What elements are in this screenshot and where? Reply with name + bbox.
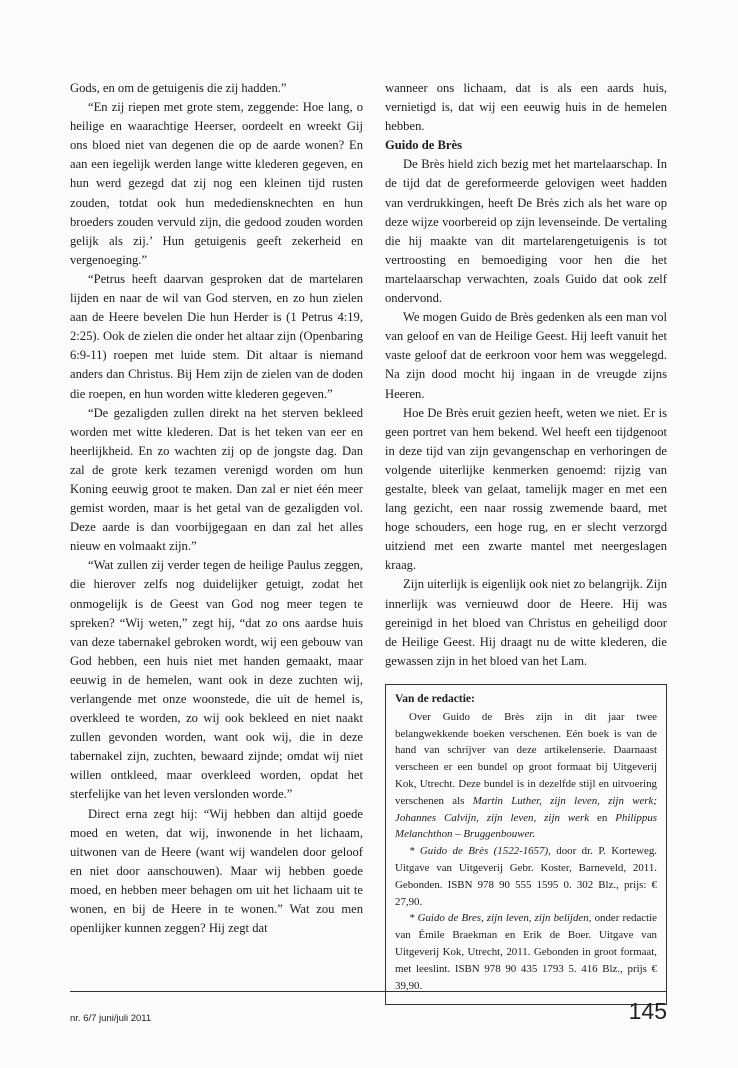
paragraph: wanneer ons lichaam, dat is als een aards huis, vernietigd is, dat wij een eeuwig huis in de hemelen hebben. (385, 81, 667, 134)
paragraph: “En zij riepen met grote stem, zeggende: Hoe lang, o heilige en waarachtige Heerser, oordeelt en wreekt Gij ons bloed niet van degenen die op de aarde wonen? En aan een iegelijk werden lange witte klederen gegeven, en hun werd gezegd dat zij nog een kleinen tijd rusten zouden, totdat ook hun medediensknechten en hun broeders zouden vervuld zijn, die gedood zouden worden gelijk als zij.’ Hun getuigenis geeft zekerheid en vergenoeging.” (70, 100, 363, 267)
paragraph: Zijn uiterlijk is eigenlijk ook niet zo belangrijk. Zijn innerlijk was vernieuwd door de Heere. Hij was gereinigd in het bloed van Christus en geheiligd door de Heilige Geest. Hij draagt nu de witte klederen, die gewassen zijn in het bloed van het Lam. (385, 577, 667, 668)
book-titles: Martin Luther, zijn leven, zijn werk; Johannes Calvijn, zijn leven, zijn werk (395, 794, 658, 824)
footer-divider (70, 991, 667, 992)
book-title: * Guido de Bres, zijn leven, zijn belijden, (409, 912, 592, 925)
paragraph: “Petrus heeft daarvan gesproken dat de martelaren lijden en naar de wil van God sterven, en zo hun zielen aan de Heere bevelen Die hun Herder is (1 Petrus 4:19, 2:25). Ook de zielen die onder het altaar zijn (Openbaring 6:9-11) roepen met luide stem. Dit altaar is niemand anders dan Christus. Bij Hem zijn de zielen van de doden die roepen, en hun worden witte klederen gegeven.” (70, 271, 363, 401)
editorial-text: door dr. P. Korteweg. Uitgave van Uitgeverij Gebr. Koster, Barneveld, 2011. Gebonden. ISBN 978 90 555 1595 0. 302 Blz., prijs: € 27,90. (395, 845, 657, 908)
page-number: 145 (628, 998, 667, 1024)
paragraph: We mogen Guido de Brès gedenken als een man vol van geloof en van de Heilige Geest. Hij leeft vanuit het vaste geloof dat de eerkroon voor hem was weggelegd. Na zijn dood mocht hij ingaan in de vreugde zijns Heeren. (385, 310, 667, 401)
book-title: Philippus Melanchthon – Bruggenbouwer. (395, 811, 657, 841)
editorial-text: Over Guido de Brès zijn in dit jaar twee belangwekkende boeken verschenen. Eén boek is van de hand van schrijver van deze artikelenserie. Daarnaast verscheen er een bundel op groot formaat bij Uitgeverij Kok, Utrecht. Deze bundel is in dezelfde stijl en uitvoering verschenen als (395, 710, 657, 807)
paragraph: Direct erna zegt hij: “Wij hebben dan altijd goede moed en weten, dat wij, inwonende in het lichaam, uitwonen van de Heere (want wij wandelen door geloof en niet door aanschouwen). Maar wij hebben goede moed, en hebben meer behagen om uit het lichaam uit te wonen, en bij de Heere in te wonen.” Wat zou men openlijker kunnen zeggen? Hij zegt dat (70, 806, 363, 936)
editorial-box-title: Van de redactie: (395, 693, 475, 705)
editorial-text: onder redactie van Émile Braekman en Erik de Boer. Uitgave van Uitgeverij Kok, Utrecht, 2011. Gebonden in groot formaat, met leeslint. ISBN 978 90 435 1793 5. 416 Blz., prijs € 39,90. (395, 912, 658, 992)
editorial-paragraph (395, 910, 657, 994)
editorial-text: en (589, 811, 616, 824)
right-column (385, 79, 667, 671)
editorial-box (385, 684, 667, 1005)
editorial-paragraph (395, 709, 657, 843)
book-title: * Guido de Brès (1522-1657), (409, 845, 551, 858)
editorial-paragraph (395, 843, 657, 910)
paragraph: “Wat zullen zij verder tegen de heilige Paulus zeggen, die hierover zelfs nog duidelijker getuigt, zodat het onmogelijk is de Geest van God nog meer tegen te spreken? “Wij weten,” zegt hij, “dat zo ons aardse huis van deze tabernakel gebroken wordt, wij een gebouw van God hebben, een huis niet met handen gemaakt, maar eeuwig in de hemelen, want ook in deze zuchten wij, verlangende met onze woonstede, die uit de hemel is, overkleed te worden, zo wij ook bekleed en niet naakt zullen gevonden worden, want ook wij, die in deze tabernakel zijn, zuchten, bewaard zijnde; omdat wij niet willen ontkleed, maar overkleed worden, opdat het sterfelijke van het leven verslonden worde.” (70, 558, 363, 802)
issue-label: nr. 6/7 juni/juli 2011 (70, 1013, 152, 1024)
paragraph: “De gezaligden zullen direkt na het sterven bekleed worden met witte klederen. Dat is het teken van eer en heerlijkheid. En zo wachten zij op de jongste dag. Dan zal de grote kerk tezamen verenigd worden om hun Koning eeuwig groot te maken. Dan zal er niet één meer gemist worden, maar is het getal van de gezaligden vol. Deze aarde is dan voorbijgegaan en dan zal het alles nieuw en volmaakt zijn.” (70, 405, 363, 554)
left-column (70, 79, 363, 938)
section-heading: Guido de Brès (385, 138, 462, 153)
paragraph: Hoe De Brès eruit gezien heeft, weten we niet. Er is geen portret van hem bekend. Wel heeft een tijdgenoot in deze tijd van zijn gevangenschap en verhoringen de volgende uiterlijke kenmerken genoemd: rijzig van gestalte, bleek van gelaat, tamelijk mager en met een lang gezicht, een naar rossig zwemende baard, met hoge schouders, een hoge rug, en er slecht verzorgd uitziend met een zwarte mantel met neergeslagen kraag. (385, 405, 667, 573)
paragraph: De Brès hield zich bezig met het martelaarschap. In de tijd dat de gereformeerde gelovigen weet hadden van verdrukkingen, heeft De Brès zich als het ware op deze wijze voorbereid op zijn levenseinde. De vertaling die hij maakte van dit martelarengetuigenis is tot vertroosting en bemoediging voor hen die het martelaarschap verwachten, zoals Guido dat ook zelf ondervond. (385, 157, 667, 306)
paragraph: Gods, en om de getuigenis die zij hadden.” (70, 81, 287, 95)
